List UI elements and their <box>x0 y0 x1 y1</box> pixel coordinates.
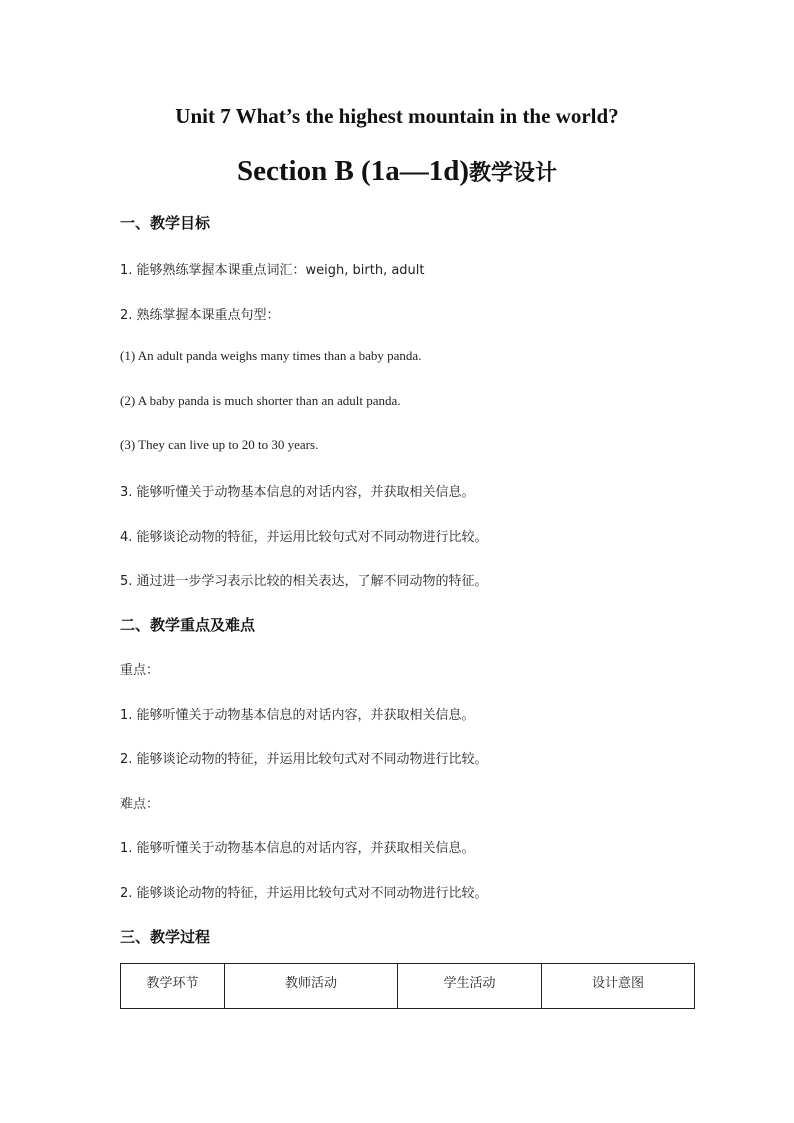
table-header-cell: 教学环节 <box>121 964 225 1009</box>
objective-item: 3. 能够听懂关于动物基本信息的对话内容，并获取相关信息。 <box>120 485 475 500</box>
difficult-point-item: 1. 能够听懂关于动物基本信息的对话内容，并获取相关信息。 <box>120 841 475 856</box>
key-point-item: 1. 能够听懂关于动物基本信息的对话内容，并获取相关信息。 <box>120 708 475 723</box>
subtitle-chinese: 教学设计 <box>468 161 557 186</box>
difficult-points-label: 难点： <box>120 797 160 812</box>
subtitle-english: Section B (1a—1d) <box>236 155 469 187</box>
document-subtitle <box>0 153 794 188</box>
sentence-pattern-item: (1) An adult panda weighs many times than a baby panda. <box>120 348 422 363</box>
table-header-cell: 设计意图 <box>542 964 695 1009</box>
sentence-pattern-item: (2) A baby panda is much shorter than an adult panda. <box>120 393 401 408</box>
key-point-item: 2. 能够谈论动物的特征，并运用比较句式对不同动物进行比较。 <box>120 752 488 767</box>
objective-item: 2. 熟练掌握本课重点句型： <box>120 308 280 323</box>
key-points-label: 重点： <box>120 663 160 678</box>
section-heading-objectives: 一、教学目标 <box>120 214 211 232</box>
sentence-pattern-item: (3) They can live up to 20 to 30 years. <box>120 437 319 452</box>
table-header-row <box>121 964 695 1009</box>
document-title: Unit 7 What’s the highest mountain in the world? <box>175 104 619 128</box>
difficult-point-item: 2. 能够谈论动物的特征，并运用比较句式对不同动物进行比较。 <box>120 886 488 901</box>
table-header-cell: 教师活动 <box>225 964 398 1009</box>
objective-item: 4. 能够谈论动物的特征，并运用比较句式对不同动物进行比较。 <box>120 530 488 545</box>
section-heading-process: 三、教学过程 <box>120 928 211 946</box>
objective-item: 1. 能够熟练掌握本课重点词汇：weigh, birth, adult <box>120 263 425 278</box>
teaching-process-table <box>120 963 695 1009</box>
objective-item: 5. 通过进一步学习表示比较的相关表达，了解不同动物的特征。 <box>120 574 488 589</box>
table-header-cell: 学生活动 <box>398 964 542 1009</box>
section-heading-key-points: 二、教学重点及难点 <box>120 616 256 634</box>
